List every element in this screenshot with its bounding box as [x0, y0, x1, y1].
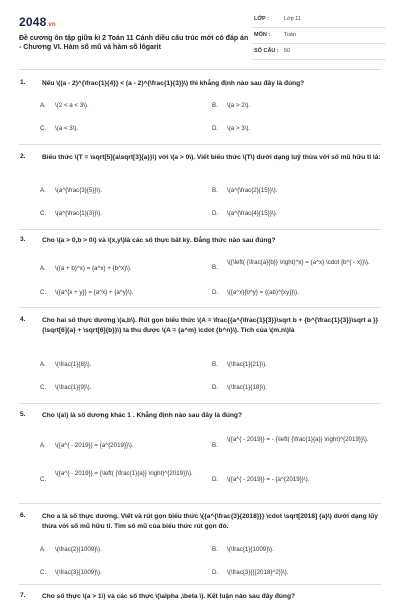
option-text: \({\left( {\frac{a}{b}} \right)^x} = {a^x} \cdot {b^{ - x}}\).	[227, 259, 370, 266]
meta-row-subject	[252, 28, 386, 44]
option-text: \(a > 2\).	[227, 102, 251, 109]
option-label: B.	[212, 546, 218, 553]
question-text: Cho \(a > 0,b > 0\) và \(x,y\)là các số thực bất kỳ. Đẳng thức nào sau đúng?	[42, 237, 276, 244]
question-divider	[19, 229, 381, 230]
question-divider	[19, 144, 381, 145]
site-logo[interactable]	[19, 15, 56, 29]
option-text: \(\frac{1}{21}\).	[227, 361, 267, 368]
question-number: 7.	[20, 592, 26, 599]
option-text: \(a^{\frac{2}{15}}\).	[227, 187, 278, 194]
option-text: \(\frac{3}{{{2018}^2}}\).	[227, 569, 289, 576]
option-label: B.	[212, 264, 218, 271]
option-text: \(a > 3\).	[227, 125, 251, 132]
option-text: \((a + b)^x) = {a^x} + {b^x}\).	[55, 265, 132, 272]
meta-key: LỚP :	[254, 16, 269, 22]
meta-row-class	[252, 12, 386, 28]
option-label: D.	[212, 289, 219, 296]
logo-domain: .vn	[46, 22, 56, 28]
question-number: 5.	[20, 411, 26, 418]
meta-row-count	[252, 44, 386, 60]
option-text: \(\frac{1}{1009}\).	[227, 546, 274, 553]
option-label: B.	[212, 361, 218, 368]
question-text: Cho a là số thực dương. Viết và rút gọn biểu thức \({a^{\frac{3}{2018}}} \cdot \sqrt[2018] {a}\) dưới dạng lũy thừa với số mũ hữu tỉ. Tìm số mũ của biểu thức rút gọn đó.	[42, 513, 378, 530]
option-label: D.	[212, 476, 219, 483]
option-label: A.	[40, 187, 46, 194]
question-divider	[19, 403, 381, 404]
option-text: \(\frac{2}{1009}\).	[55, 546, 102, 553]
option-text: \(\frac{3}{1009}\).	[55, 569, 102, 576]
document-header	[0, 0, 400, 66]
meta-value: Toán	[284, 32, 296, 38]
option-label: C.	[40, 569, 47, 576]
option-label: C.	[40, 210, 47, 217]
meta-value: Lớp 11	[284, 16, 301, 22]
question-divider	[19, 584, 381, 585]
document-title: Đề cương ôn tập giữa kì 2 Toán 11 Cánh diều cấu trúc mới có đáp án - Chương VI. Hàm số mũ và hàm số lôgarit	[19, 35, 249, 51]
question-text: Cho số thực \(a > 1\) và các số thực \(\alpha ,\beta \). Kết luận nào sau đây đúng?	[42, 593, 296, 600]
option-text: \(2 < a < 3\).	[55, 102, 89, 109]
option-label: D.	[212, 210, 219, 217]
option-text: \(a^{\frac{1}{3}}\).	[55, 210, 102, 217]
option-label: A.	[40, 361, 46, 368]
option-text: \(\frac{1}{18}\).	[227, 384, 267, 391]
meta-value: 50	[284, 48, 291, 54]
option-text: \({a^{x + y}} = {a^x} + {a^y}\).	[55, 289, 134, 296]
question-number: 1.	[20, 79, 26, 86]
option-text: \({a^{ - 2019}} = {a^{2019}}\).	[55, 442, 134, 449]
header-divider	[19, 69, 381, 70]
logo-text: 2048	[19, 15, 47, 29]
option-text: \(a^{\frac{4}{15}}\).	[227, 210, 278, 217]
question-text: Cho hai số thực dương \(a,b\). Rút gọn biểu thức \(A = \frac{{a^{\frac{1}{3}}\sqrt b + {b^{\frac{1}{3}}\sqrt a }}{\sqrt[6]{a} + \sqrt[6]{b}}\) ta thu được \(A = {a^m} \cdot {b^n}\). Tích của \(m.n\)là	[42, 317, 379, 334]
option-label: C.	[40, 476, 47, 483]
option-label: A.	[40, 265, 46, 272]
option-label: C.	[40, 289, 47, 296]
meta-key: MÔN :	[254, 32, 271, 38]
option-label: B.	[212, 187, 218, 194]
option-text: \(a < 3\).	[55, 125, 79, 132]
question-divider	[19, 503, 381, 504]
option-label: D.	[212, 125, 219, 132]
option-label: D.	[212, 569, 219, 576]
option-label: D.	[212, 384, 219, 391]
question-number: 6.	[20, 512, 26, 519]
option-text: \({a^{ - 2019}} = {\left( {\frac{1}{a}} \right)^{2019}}\).	[55, 470, 193, 477]
meta-table	[252, 12, 386, 60]
option-text: \({a^x}{b^y} = {(ab)^{xy}}\).	[227, 289, 299, 296]
option-text: \({a^{ - 2019}} = - {a^{2019}}\).	[227, 476, 310, 483]
question-number: 2.	[20, 153, 26, 160]
question-text: Nếu \((a - 2)^{\frac{1}{4}} < (a - 2)^{\frac{1}{3}}\) thì khẳng định nào sau đây là đúng?	[42, 80, 305, 87]
option-label: B.	[212, 442, 218, 449]
option-label: A.	[40, 102, 46, 109]
meta-key: SỐ CÂU :	[254, 48, 279, 54]
option-label: C.	[40, 384, 47, 391]
option-text: \({a^{ - 2019}} = - {\left( {\frac{1}{a}} \right)^{2019}}\).	[227, 436, 369, 443]
option-label: C.	[40, 125, 47, 132]
option-label: B.	[212, 102, 218, 109]
question-text: Cho \(a\) là số dương khác 1 . Khẳng định nào sau đây là đúng?	[42, 412, 242, 419]
option-text: \(\frac{1}{8}\).	[55, 361, 92, 368]
question-divider	[19, 307, 381, 308]
option-label: A.	[40, 442, 46, 449]
question-number: 4.	[20, 316, 26, 323]
option-label: A.	[40, 546, 46, 553]
option-text: \(\frac{1}{9}\).	[55, 384, 92, 391]
question-number: 3.	[20, 236, 26, 243]
question-text: Biểu thức \(T = \sqrt[5]{a\sqrt[3]{a}}\) với \(a > 0\). Viết biểu thức \(T\) dưới dạng luỹ thừa với số mũ hữu tỉ là:	[42, 154, 381, 161]
option-text: \(a^{\frac{3}{5}}\).	[55, 187, 102, 194]
